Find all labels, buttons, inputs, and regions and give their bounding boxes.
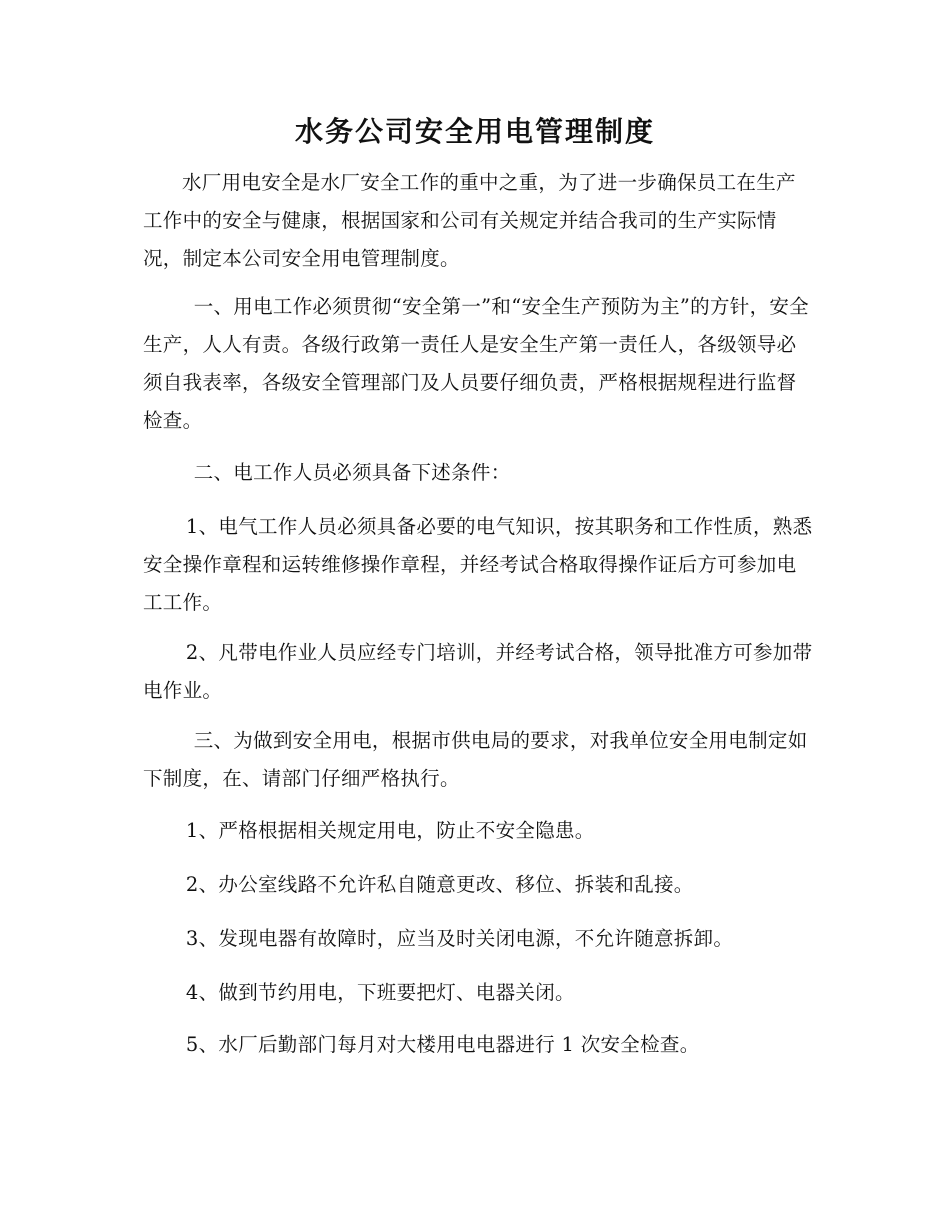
section-two-item-1: 1、电气工作人员必须具备必要的电气知识，按其职务和工作性质，熟悉安全操作章程和运转维修操作章程，并经考试合格取得操作证后方可参加电工工作。 bbox=[143, 515, 813, 614]
section-two-item-2: 2、凡带电作业人员应经专门培训，并经考试合格，领导批准方可参加带电作业。 bbox=[143, 641, 813, 702]
section-three-item-5: 5、水厂后勤部门每月对大楼用电电器进行 1 次安全检查。 bbox=[185, 1033, 700, 1056]
section-three-item-2: 2、办公室线路不允许私自随意更改、移位、拆装和乱接。 bbox=[185, 873, 694, 896]
intro-paragraph: 水厂用电安全是水厂安全工作的重中之重，为了进一步确保员工在生产工作中的安全与健康，根据国家和公司有关规定并结合我司的生产实际情况，制定本公司安全用电管理制度。 bbox=[143, 171, 796, 270]
document-title: 水务公司安全用电管理制度 bbox=[294, 115, 655, 148]
section-one-paragraph: 一、用电工作必须贯彻“安全第一”和“安全生产预防为主”的方针，安全生产，人人有责。各级行政第一责任人是安全生产第一责任人，各级领导必须自我表率，各级安全管理部门及人员要仔细负责，严格根据规程进行监督检查。 bbox=[143, 295, 809, 432]
section-three-item-4: 4、做到节约用电，下班要把灯、电器关闭。 bbox=[185, 981, 575, 1004]
section-two-heading: 二、电工作人员必须具备下述条件： bbox=[193, 461, 511, 484]
section-three-item-1: 1、严格根据相关规定用电，防止不安全隐患。 bbox=[185, 819, 595, 842]
section-three-item-3: 3、发现电器有故障时，应当及时关闭电源，不允许随意拆卸。 bbox=[185, 927, 734, 950]
section-three-paragraph: 三、为做到安全用电，根据市供电局的要求，对我单位安全用电制定如下制度，在、请部门仔细严格执行。 bbox=[143, 729, 808, 790]
